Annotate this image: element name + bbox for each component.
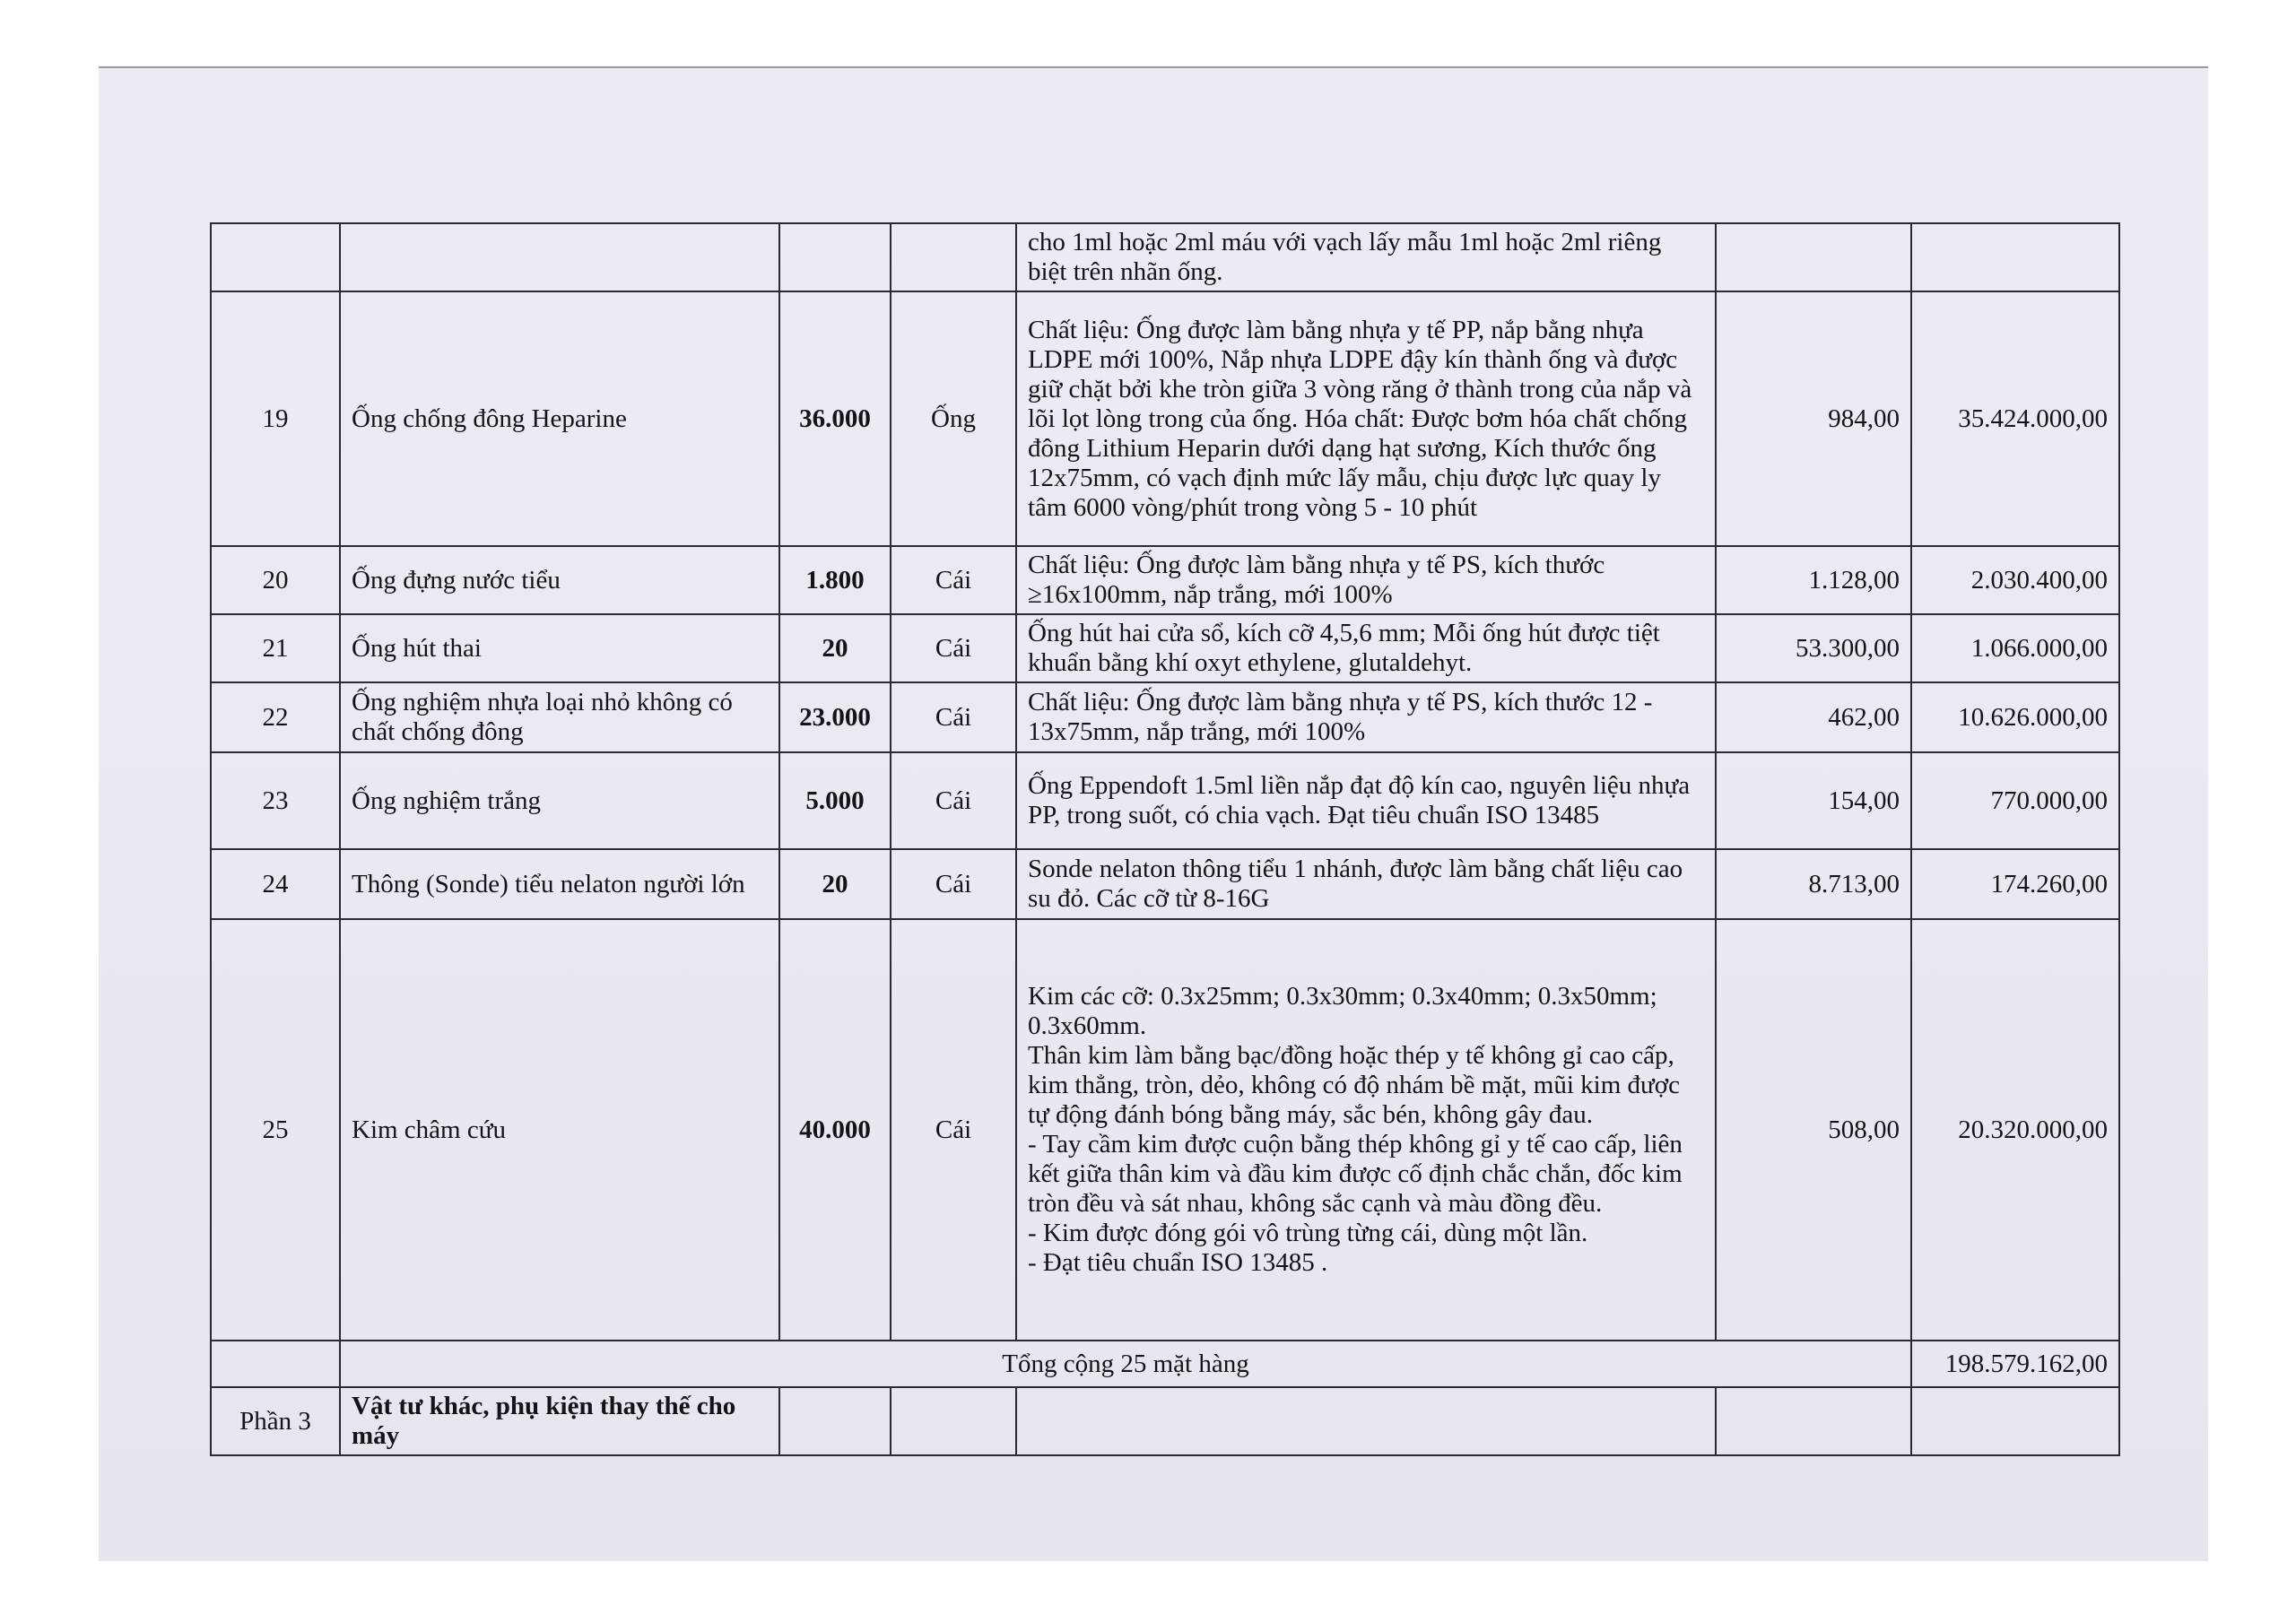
item-unit bbox=[891, 223, 1016, 291]
spec-line: - Kim được đóng gói vô trùng từng cái, dùng một lần. bbox=[1028, 1219, 1588, 1247]
item-unit: Ống bbox=[891, 291, 1016, 546]
item-spec bbox=[1016, 919, 1716, 1341]
item-spec: Chất liệu: Ống được làm bằng nhựa y tế PS, kích thước 12 - 13x75mm, nắp trắng, mới 100% bbox=[1016, 682, 1716, 752]
table-row bbox=[211, 546, 2119, 614]
unit-price: 53.300,00 bbox=[1716, 614, 1911, 682]
item-spec: Sonde nelaton thông tiểu 1 nhánh, được làm bằng chất liệu cao su đỏ. Các cỡ từ 8-16G bbox=[1016, 849, 1716, 919]
unit-price: 462,00 bbox=[1716, 682, 1911, 752]
item-name: Thông (Sonde) tiểu nelaton người lớn bbox=[340, 849, 779, 919]
summary-row bbox=[211, 1341, 2119, 1387]
table-row bbox=[211, 919, 2119, 1341]
summary-label: Tổng cộng 25 mặt hàng bbox=[340, 1341, 1911, 1387]
section-row bbox=[211, 1387, 2119, 1455]
row-number: 23 bbox=[211, 752, 340, 849]
table-row bbox=[211, 682, 2119, 752]
row-number: 20 bbox=[211, 546, 340, 614]
item-name: Ống nghiệm nhựa loại nhỏ không có chất chống đông bbox=[340, 682, 779, 752]
unit-price: 154,00 bbox=[1716, 752, 1911, 849]
section-title: Vật tư khác, phụ kiện thay thế cho máy bbox=[340, 1387, 779, 1455]
row-number: 21 bbox=[211, 614, 340, 682]
section-number: Phần 3 bbox=[211, 1387, 340, 1455]
empty-cell bbox=[779, 1387, 891, 1455]
item-unit: Cái bbox=[891, 682, 1016, 752]
item-unit: Cái bbox=[891, 614, 1016, 682]
item-name: Ống đựng nước tiểu bbox=[340, 546, 779, 614]
unit-price: 984,00 bbox=[1716, 291, 1911, 546]
line-total: 770.000,00 bbox=[1911, 752, 2119, 849]
unit-price: 508,00 bbox=[1716, 919, 1911, 1341]
table-row bbox=[211, 223, 2119, 291]
summary-blank bbox=[211, 1341, 340, 1387]
item-name: Ống chống đông Heparine bbox=[340, 291, 779, 546]
spec-line: Thân kim làm bằng bạc/đồng hoặc thép y tế không gỉ cao cấp, kim thẳng, tròn, dẻo, không có độ nhám bề mặt, mũi kim được tự động đánh bóng bằng máy, sắc bén, không gây đau. bbox=[1028, 1041, 1680, 1129]
table-row bbox=[211, 752, 2119, 849]
item-name bbox=[340, 223, 779, 291]
spec-line: - Tay cầm kim được cuộn bằng thép không gỉ y tế cao cấp, liên kết giữa thân kim và đầu kim được cố định chắc chắn, đốc kim tròn đều và sát nhau, không sắc cạnh và màu đồng đều. bbox=[1028, 1130, 1683, 1218]
item-unit: Cái bbox=[891, 849, 1016, 919]
line-total: 1.066.000,00 bbox=[1911, 614, 2119, 682]
item-quantity: 1.800 bbox=[779, 546, 891, 614]
item-spec: Ống hút hai cửa sổ, kích cỡ 4,5,6 mm; Mỗi ống hút được tiệt khuẩn bằng khí oxyt ethylene, glutaldehyt. bbox=[1016, 614, 1716, 682]
item-quantity bbox=[779, 223, 891, 291]
spec-line: - Đạt tiêu chuẩn ISO 13485 . bbox=[1028, 1248, 1328, 1277]
item-unit: Cái bbox=[891, 546, 1016, 614]
item-name: Ống hút thai bbox=[340, 614, 779, 682]
table-row bbox=[211, 291, 2119, 546]
item-quantity: 20 bbox=[779, 614, 891, 682]
row-number bbox=[211, 223, 340, 291]
table-row bbox=[211, 849, 2119, 919]
line-total: 2.030.400,00 bbox=[1911, 546, 2119, 614]
empty-cell bbox=[1716, 1387, 1911, 1455]
item-quantity: 40.000 bbox=[779, 919, 891, 1341]
line-total: 20.320.000,00 bbox=[1911, 919, 2119, 1341]
item-quantity: 23.000 bbox=[779, 682, 891, 752]
line-total: 10.626.000,00 bbox=[1911, 682, 2119, 752]
empty-cell bbox=[1016, 1387, 1716, 1455]
unit-price bbox=[1716, 223, 1911, 291]
table-row bbox=[211, 614, 2119, 682]
item-name: Kim châm cứu bbox=[340, 919, 779, 1341]
item-unit: Cái bbox=[891, 919, 1016, 1341]
item-spec: Ống Eppendoft 1.5ml liền nắp đạt độ kín cao, nguyên liệu nhựa PP, trong suốt, có chia vạch. Đạt tiêu chuẩn ISO 13485 bbox=[1016, 752, 1716, 849]
empty-cell bbox=[1911, 1387, 2119, 1455]
item-quantity: 5.000 bbox=[779, 752, 891, 849]
line-total: 174.260,00 bbox=[1911, 849, 2119, 919]
line-total: 35.424.000,00 bbox=[1911, 291, 2119, 546]
items-table bbox=[210, 222, 2120, 1456]
unit-price: 1.128,00 bbox=[1716, 546, 1911, 614]
grand-total: 198.579.162,00 bbox=[1911, 1341, 2119, 1387]
row-number: 22 bbox=[211, 682, 340, 752]
item-spec: Chất liệu: Ống được làm bằng nhựa y tế PP, nắp bằng nhựa LDPE mới 100%, Nắp nhựa LDPE đậy kín thành ống và được giữ chặt bởi khe tròn giữa 3 vòng răng ở thành trong của nắp và lõi lọt lòng trong của ống. Hóa chất: Được bơm hóa chất chống đông Lithium Heparin dưới dạng hạt sương, Kích thước ống 12x75mm, có vạch định mức lấy mẫu, chịu được lực quay ly tâm 6000 vòng/phút trong vòng 5 - 10 phút bbox=[1016, 291, 1716, 546]
row-number: 25 bbox=[211, 919, 340, 1341]
spec-line: Kim các cỡ: 0.3x25mm; 0.3x30mm; 0.3x40mm; 0.3x50mm; 0.3x60mm. bbox=[1028, 982, 1657, 1040]
item-spec: Chất liệu: Ống được làm bằng nhựa y tế PS, kích thước ≥16x100mm, nắp trắng, mới 100% bbox=[1016, 546, 1716, 614]
empty-cell bbox=[891, 1387, 1016, 1455]
line-total bbox=[1911, 223, 2119, 291]
row-number: 24 bbox=[211, 849, 340, 919]
item-quantity: 36.000 bbox=[779, 291, 891, 546]
item-spec: cho 1ml hoặc 2ml máu với vạch lấy mẫu 1ml hoặc 2ml riêng biệt trên nhãn ống. bbox=[1016, 223, 1716, 291]
item-unit: Cái bbox=[891, 752, 1016, 849]
row-number: 19 bbox=[211, 291, 340, 546]
item-name: Ống nghiệm trắng bbox=[340, 752, 779, 849]
item-quantity: 20 bbox=[779, 849, 891, 919]
unit-price: 8.713,00 bbox=[1716, 849, 1911, 919]
